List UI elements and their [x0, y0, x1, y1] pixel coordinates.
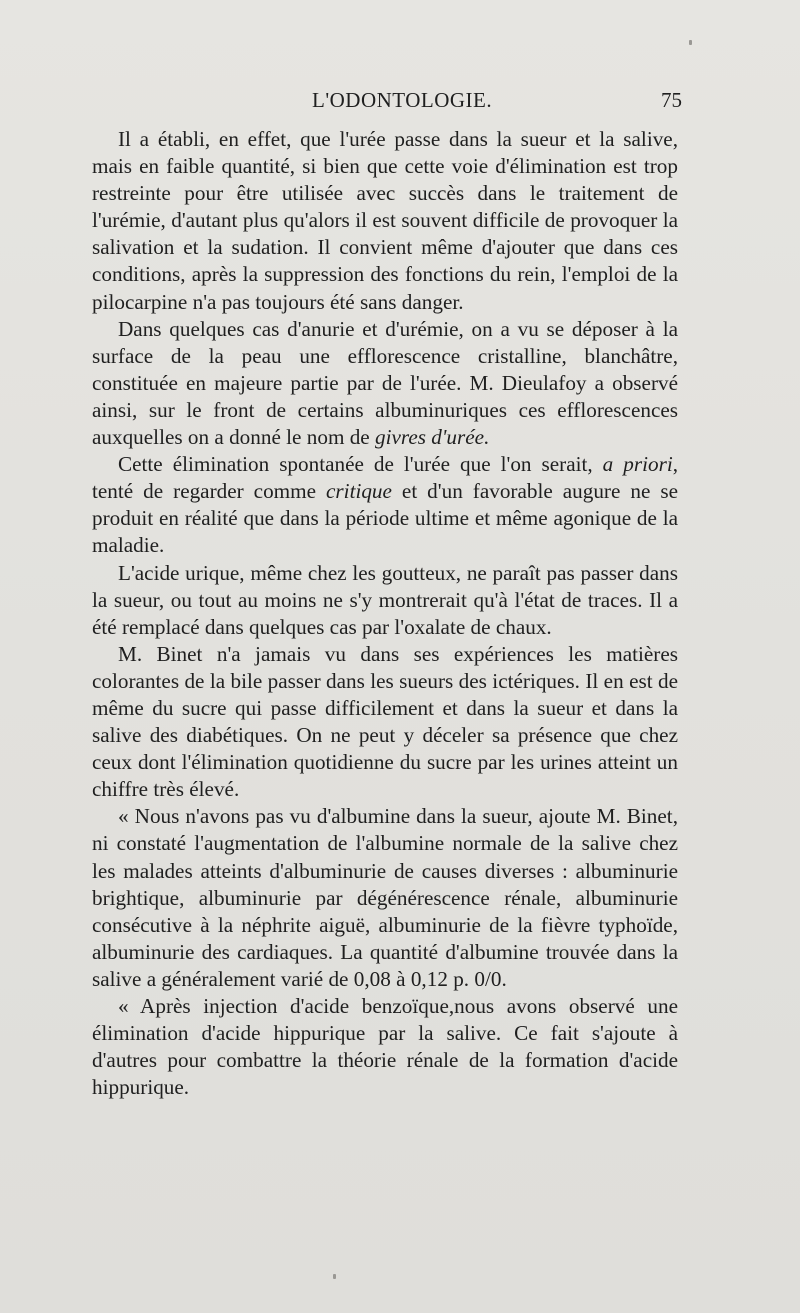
paragraph-2-italic: givres d'urée. — [375, 425, 490, 450]
paragraph-3 — [92, 451, 678, 559]
running-title: L'ODONTOLOGIE. — [312, 88, 493, 112]
paragraph-3-text-a: Cette élimination spontanée de l'urée que l'on serait, — [118, 452, 603, 477]
paragraph-1 — [92, 126, 678, 316]
paragraph-2-text: Dans quelques cas d'anurie et d'urémie, on a vu se déposer à la surface de la peau une efflorescence cristalline, blanchâtre, constituée en majeure partie par de l'urée. M. Dieulafoy a observé ainsi, sur le front de certains albuminuriques ces efflorescences auxquelles on a donné le nom de — [92, 316, 678, 450]
paragraph-3-text-c: et d'un favorable augure ne se produit en réalité que dans la période ultime et même agonique de la maladie. — [92, 479, 678, 558]
page-header — [92, 88, 682, 118]
paragraph-2 — [92, 316, 678, 451]
paragraph-5-text: M. Binet n'a jamais vu dans ses expériences les matières colorantes de la bile passer dans les sueurs des ictériques. Il en est de même du sucre qui passe difficilement et dans la sueur et dans la salive des diabétiques. On ne peut y déceler sa présence que chez ceux dont l'élimination quotidienne du sucre par les urines atteint un chiffre très élevé. — [92, 641, 678, 802]
paragraph-3-italic-b: critique — [326, 479, 392, 504]
paragraph-7-text: « Après injection d'acide benzoïque,nous avons observé une élimination d'acide hippurique par la salive. Ce fait s'ajoute à d'autres pour combattre la théorie rénale de la formation d'acide hippurique. — [92, 994, 678, 1100]
paragraph-5 — [92, 641, 678, 804]
paragraph-4-text: L'acide urique, même chez les goutteux, ne paraît pas passer dans la sueur, ou tout au moins ne s'y montrerait qu'à l'état de traces. Il a été remplacé dans quelques cas par l'oxalate de chaux. — [92, 560, 678, 639]
paragraph-3-italic-a: a priori — [602, 452, 673, 477]
body-text — [92, 126, 678, 1101]
paragraph-1-text: Il a établi, en effet, que l'urée passe dans la sueur et la salive, mais en faible quantité, si bien que cette voie d'élimination est trop restreinte pour être utilisée avec succès dans le traitement de l'urémie, d'autant plus qu'alors il est souvent difficile de provoquer la salivation et la sudation. Il convient même d'ajouter que dans ces conditions, après la suppression des fonctions du rein, l'emploi de la pilocarpine n'a pas toujours été sans danger. — [92, 127, 678, 314]
paper-speck-bottom — [333, 1274, 336, 1279]
paragraph-3-text-b: , tenté de regarder comme — [92, 452, 679, 504]
paragraph-7 — [92, 993, 678, 1101]
paper-speck-top — [689, 40, 692, 45]
paragraph-4 — [92, 560, 678, 641]
paragraph-6-text: « Nous n'avons pas vu d'albumine dans la sueur, ajoute M. Binet, ni constaté l'augmentation de l'albumine normale de la salive chez les malades atteints d'albuminurie de causes diverses : albuminurie brightique, albuminurie par dégénérescence rénale, albuminurie consécutive à la néphrite aiguë, albuminurie de la fièvre typhoïde, albuminurie des cardiaques. La quantité d'albumine trouvée dans la salive a généralement varié de 0,08 à 0,12 p. 0/0. — [92, 804, 678, 991]
paragraph-6 — [92, 803, 678, 993]
page-number: 75 — [661, 88, 682, 112]
